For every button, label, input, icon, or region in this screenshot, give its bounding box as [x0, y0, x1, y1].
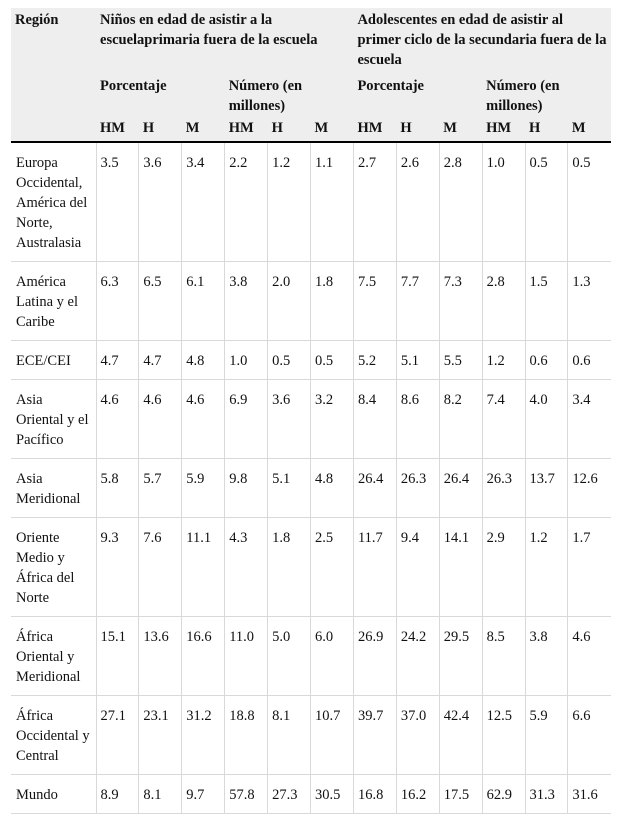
- table-row: [11, 341, 611, 380]
- value-cell: 12.6: [568, 459, 611, 518]
- value-cell: 9.4: [396, 518, 439, 617]
- value-cell: 31.2: [182, 696, 225, 775]
- header-spacer: [11, 76, 96, 118]
- value-cell: 4.6: [568, 617, 611, 696]
- header-h: H: [268, 118, 311, 142]
- value-cell: 5.8: [96, 459, 139, 518]
- value-cell: 3.8: [525, 617, 568, 696]
- value-cell: 0.5: [568, 142, 611, 262]
- region-cell: Asia Oriental y el Pacífico: [11, 380, 96, 459]
- value-cell: 8.4: [353, 380, 396, 459]
- value-cell: 1.1: [310, 142, 353, 262]
- value-cell: 9.7: [182, 775, 225, 814]
- value-cell: 62.9: [482, 775, 525, 814]
- region-cell: África Occidental y Central: [11, 696, 96, 775]
- value-cell: 7.5: [353, 262, 396, 341]
- header-primary-percentage: Porcentaje: [96, 76, 225, 118]
- table-row: [11, 459, 611, 518]
- out-of-school-table: [11, 8, 611, 814]
- value-cell: 6.1: [182, 262, 225, 341]
- table-body: [11, 142, 611, 814]
- header-hm: HM: [225, 118, 268, 142]
- value-cell: 6.3: [96, 262, 139, 341]
- value-cell: 5.1: [268, 459, 311, 518]
- header-hm: HM: [482, 118, 525, 142]
- value-cell: 3.5: [96, 142, 139, 262]
- value-cell: 13.6: [139, 617, 182, 696]
- value-cell: 11.0: [225, 617, 268, 696]
- header-m: M: [568, 118, 611, 142]
- value-cell: 42.4: [439, 696, 482, 775]
- value-cell: 5.1: [396, 341, 439, 380]
- value-cell: 14.1: [439, 518, 482, 617]
- value-cell: 26.3: [396, 459, 439, 518]
- region-cell: Oriente Medio y África del Norte: [11, 518, 96, 617]
- value-cell: 1.0: [225, 341, 268, 380]
- header-hm: HM: [353, 118, 396, 142]
- region-cell: África Oriental y Meridional: [11, 617, 96, 696]
- value-cell: 0.6: [525, 341, 568, 380]
- value-cell: 1.0: [482, 142, 525, 262]
- header-primary-number: Número (en millones): [225, 76, 354, 118]
- value-cell: 27.3: [268, 775, 311, 814]
- header-m: M: [182, 118, 225, 142]
- header-h: H: [525, 118, 568, 142]
- value-cell: 13.7: [525, 459, 568, 518]
- region-cell: Mundo: [11, 775, 96, 814]
- value-cell: 39.7: [353, 696, 396, 775]
- value-cell: 8.6: [396, 380, 439, 459]
- table-row: [11, 775, 611, 814]
- value-cell: 26.3: [482, 459, 525, 518]
- value-cell: 10.7: [310, 696, 353, 775]
- value-cell: 24.2: [396, 617, 439, 696]
- value-cell: 2.8: [482, 262, 525, 341]
- value-cell: 12.5: [482, 696, 525, 775]
- value-cell: 7.6: [139, 518, 182, 617]
- value-cell: 3.8: [225, 262, 268, 341]
- value-cell: 2.0: [268, 262, 311, 341]
- value-cell: 8.2: [439, 380, 482, 459]
- value-cell: 57.8: [225, 775, 268, 814]
- value-cell: 0.5: [310, 341, 353, 380]
- value-cell: 4.8: [182, 341, 225, 380]
- value-cell: 26.4: [439, 459, 482, 518]
- value-cell: 8.1: [268, 696, 311, 775]
- value-cell: 4.6: [182, 380, 225, 459]
- value-cell: 3.4: [182, 142, 225, 262]
- value-cell: 8.1: [139, 775, 182, 814]
- value-cell: 11.7: [353, 518, 396, 617]
- value-cell: 2.2: [225, 142, 268, 262]
- value-cell: 9.8: [225, 459, 268, 518]
- value-cell: 2.5: [310, 518, 353, 617]
- value-cell: 15.1: [96, 617, 139, 696]
- header-hm: HM: [96, 118, 139, 142]
- value-cell: 31.6: [568, 775, 611, 814]
- region-cell: Asia Meridional: [11, 459, 96, 518]
- header-group-primary: Niños en edad de asistir a la escuelaprimaria fuera de la escuela: [96, 8, 353, 76]
- header-spacer: [11, 118, 96, 142]
- value-cell: 6.5: [139, 262, 182, 341]
- value-cell: 0.5: [268, 341, 311, 380]
- value-cell: 5.9: [182, 459, 225, 518]
- value-cell: 3.6: [139, 142, 182, 262]
- header-group-secondary: Adolescentes en edad de asistir al primer ciclo de la secundaria fuera de la escuela: [353, 8, 611, 76]
- table-row: [11, 262, 611, 341]
- region-cell: ECE/CEI: [11, 341, 96, 380]
- value-cell: 1.2: [525, 518, 568, 617]
- value-cell: 4.0: [525, 380, 568, 459]
- value-cell: 1.2: [482, 341, 525, 380]
- header-h: H: [396, 118, 439, 142]
- value-cell: 23.1: [139, 696, 182, 775]
- table-row: [11, 518, 611, 617]
- value-cell: 1.8: [268, 518, 311, 617]
- region-cell: América Latina y el Caribe: [11, 262, 96, 341]
- header-m: M: [439, 118, 482, 142]
- value-cell: 17.5: [439, 775, 482, 814]
- value-cell: 4.8: [310, 459, 353, 518]
- value-cell: 5.7: [139, 459, 182, 518]
- value-cell: 3.6: [268, 380, 311, 459]
- header-secondary-number: Número (en millones): [482, 76, 611, 118]
- value-cell: 16.2: [396, 775, 439, 814]
- value-cell: 4.3: [225, 518, 268, 617]
- header-secondary-percentage: Porcentaje: [353, 76, 482, 118]
- value-cell: 1.5: [525, 262, 568, 341]
- value-cell: 3.2: [310, 380, 353, 459]
- value-cell: 31.3: [525, 775, 568, 814]
- value-cell: 7.7: [396, 262, 439, 341]
- value-cell: 27.1: [96, 696, 139, 775]
- header-m: M: [310, 118, 353, 142]
- value-cell: 5.9: [525, 696, 568, 775]
- table-row: [11, 696, 611, 775]
- value-cell: 6.6: [568, 696, 611, 775]
- value-cell: 26.9: [353, 617, 396, 696]
- region-cell: Europa Occidental, América del Norte, Australasia: [11, 142, 96, 262]
- header-h: H: [139, 118, 182, 142]
- value-cell: 8.9: [96, 775, 139, 814]
- value-cell: 26.4: [353, 459, 396, 518]
- value-cell: 18.8: [225, 696, 268, 775]
- table-row: [11, 380, 611, 459]
- table-row: [11, 142, 611, 262]
- value-cell: 1.8: [310, 262, 353, 341]
- value-cell: 7.3: [439, 262, 482, 341]
- value-cell: 29.5: [439, 617, 482, 696]
- value-cell: 4.6: [139, 380, 182, 459]
- value-cell: 0.5: [525, 142, 568, 262]
- value-cell: 6.0: [310, 617, 353, 696]
- value-cell: 1.3: [568, 262, 611, 341]
- value-cell: 16.6: [182, 617, 225, 696]
- value-cell: 5.5: [439, 341, 482, 380]
- value-cell: 4.6: [96, 380, 139, 459]
- table-row: [11, 617, 611, 696]
- value-cell: 2.8: [439, 142, 482, 262]
- value-cell: 8.5: [482, 617, 525, 696]
- value-cell: 16.8: [353, 775, 396, 814]
- value-cell: 7.4: [482, 380, 525, 459]
- value-cell: 4.7: [96, 341, 139, 380]
- value-cell: 3.4: [568, 380, 611, 459]
- value-cell: 2.7: [353, 142, 396, 262]
- header-region: Región: [11, 8, 96, 76]
- value-cell: 1.7: [568, 518, 611, 617]
- value-cell: 5.0: [268, 617, 311, 696]
- value-cell: 5.2: [353, 341, 396, 380]
- table-header: [11, 8, 611, 142]
- value-cell: 2.6: [396, 142, 439, 262]
- value-cell: 37.0: [396, 696, 439, 775]
- value-cell: 4.7: [139, 341, 182, 380]
- value-cell: 0.6: [568, 341, 611, 380]
- value-cell: 1.2: [268, 142, 311, 262]
- value-cell: 11.1: [182, 518, 225, 617]
- value-cell: 30.5: [310, 775, 353, 814]
- value-cell: 2.9: [482, 518, 525, 617]
- value-cell: 9.3: [96, 518, 139, 617]
- value-cell: 6.9: [225, 380, 268, 459]
